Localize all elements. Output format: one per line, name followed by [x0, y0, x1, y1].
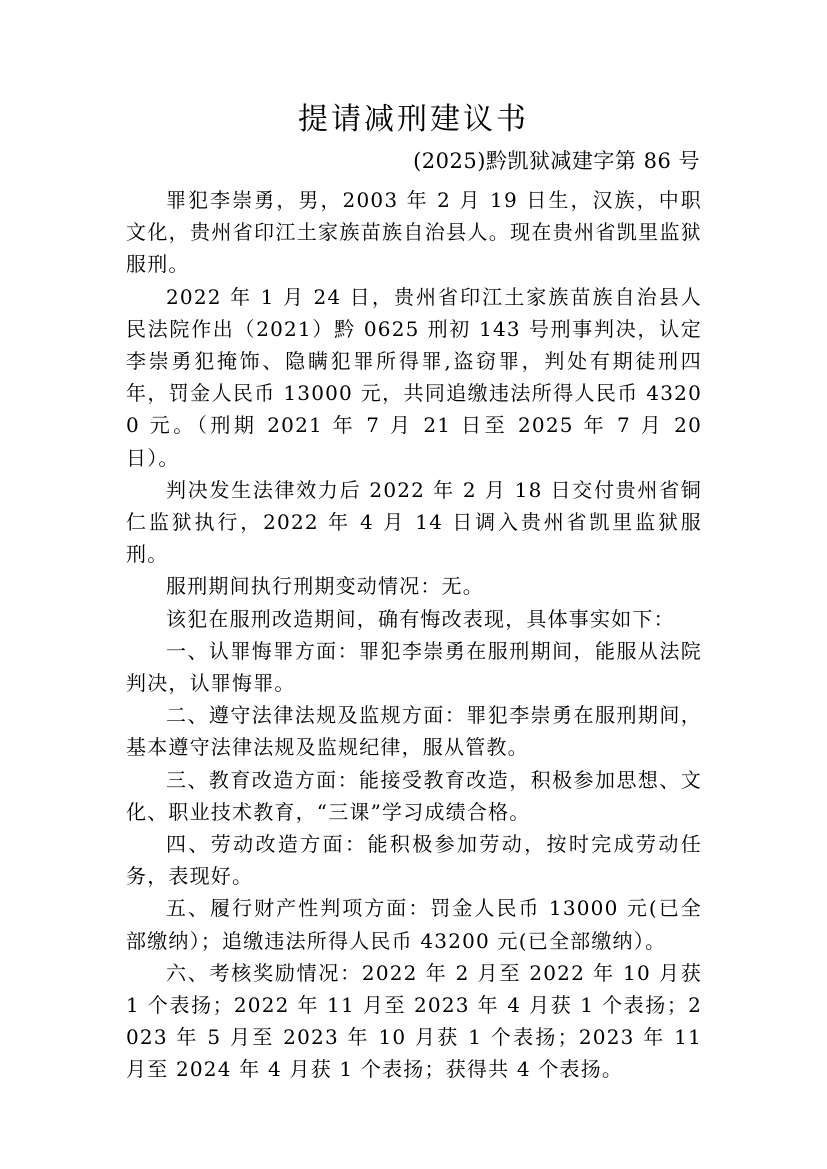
paragraph-rewards: 六、考核奖励情况：2022 年 2 月至 2022 年 10 月获 1 个表扬；2022 年 11 月至 2023 年 4 月获 1 个表扬；2023 年 5 月至 2023 年 10 月获 1 个表扬；2023 年 11 月至 2024 年 4 月获 1 个表扬；获得共 4 个表扬。 — [126, 960, 702, 1082]
paragraph-education: 三、教育改造方面：能接受教育改造，积极参加思想、文化、职业技术教育，“三课”学习成绩合格。 — [126, 767, 702, 824]
paragraph-labor: 四、劳动改造方面：能积极参加劳动，按时完成劳动任务，表现好。 — [126, 832, 702, 889]
paragraph-property-judgment: 五、履行财产性判项方面：罚金人民币 13000 元(已全部缴纳）；追缴违法所得人民币 43200 元(已全部缴纳）。 — [126, 896, 702, 953]
paragraph-confession: 一、认罪悔罪方面：罪犯李崇勇在服刑期间，能服从法院判决，认罪悔罪。 — [126, 638, 702, 696]
paragraph-sentence-change: 服刑期间执行刑期变动情况：无。 — [166, 574, 484, 599]
paragraph-judgment: 2022 年 1 月 24 日，贵州省印江土家族苗族自治县人民法院作出（2021）黔 0625 刑初 143 号刑事判决，认定李崇勇犯掩饰、隐瞒犯罪所得罪,盗窃罪，判处有期徒刑四年，罚金人民币 13000 元，共同追缴违法所得人民币 43200 元。（刑期 2021 年 7 月 21 日至 2025 年 7 月 20 日）。 — [126, 284, 702, 470]
document-title: 提请减刑建议书 — [298, 102, 529, 137]
paragraph-offender-info: 罪犯李崇勇，男，2003 年 2 月 19 日生，汉族，中职文化，贵州省印江土家族苗族自治县人。现在贵州省凯里监狱服刑。 — [126, 188, 702, 277]
document-number: (2025)黔凯狱减建字第 86 号 — [413, 149, 700, 173]
document-body — [126, 184, 702, 1086]
paragraph-rules-compliance: 二、遵守法律法规及监规方面：罪犯李崇勇在服刑期间，基本遵守法律法规及监规纪律，服从管教。 — [126, 703, 702, 760]
paragraph-repentance-intro: 该犯在服刑改造期间，确有悔改表现，具体事实如下： — [166, 606, 675, 631]
paragraph-execution: 判决发生法律效力后 2022 年 2 月 18 日交付贵州省铜仁监狱执行，2022 年 4 月 14 日调入贵州省凯里监狱服刑。 — [126, 477, 702, 567]
